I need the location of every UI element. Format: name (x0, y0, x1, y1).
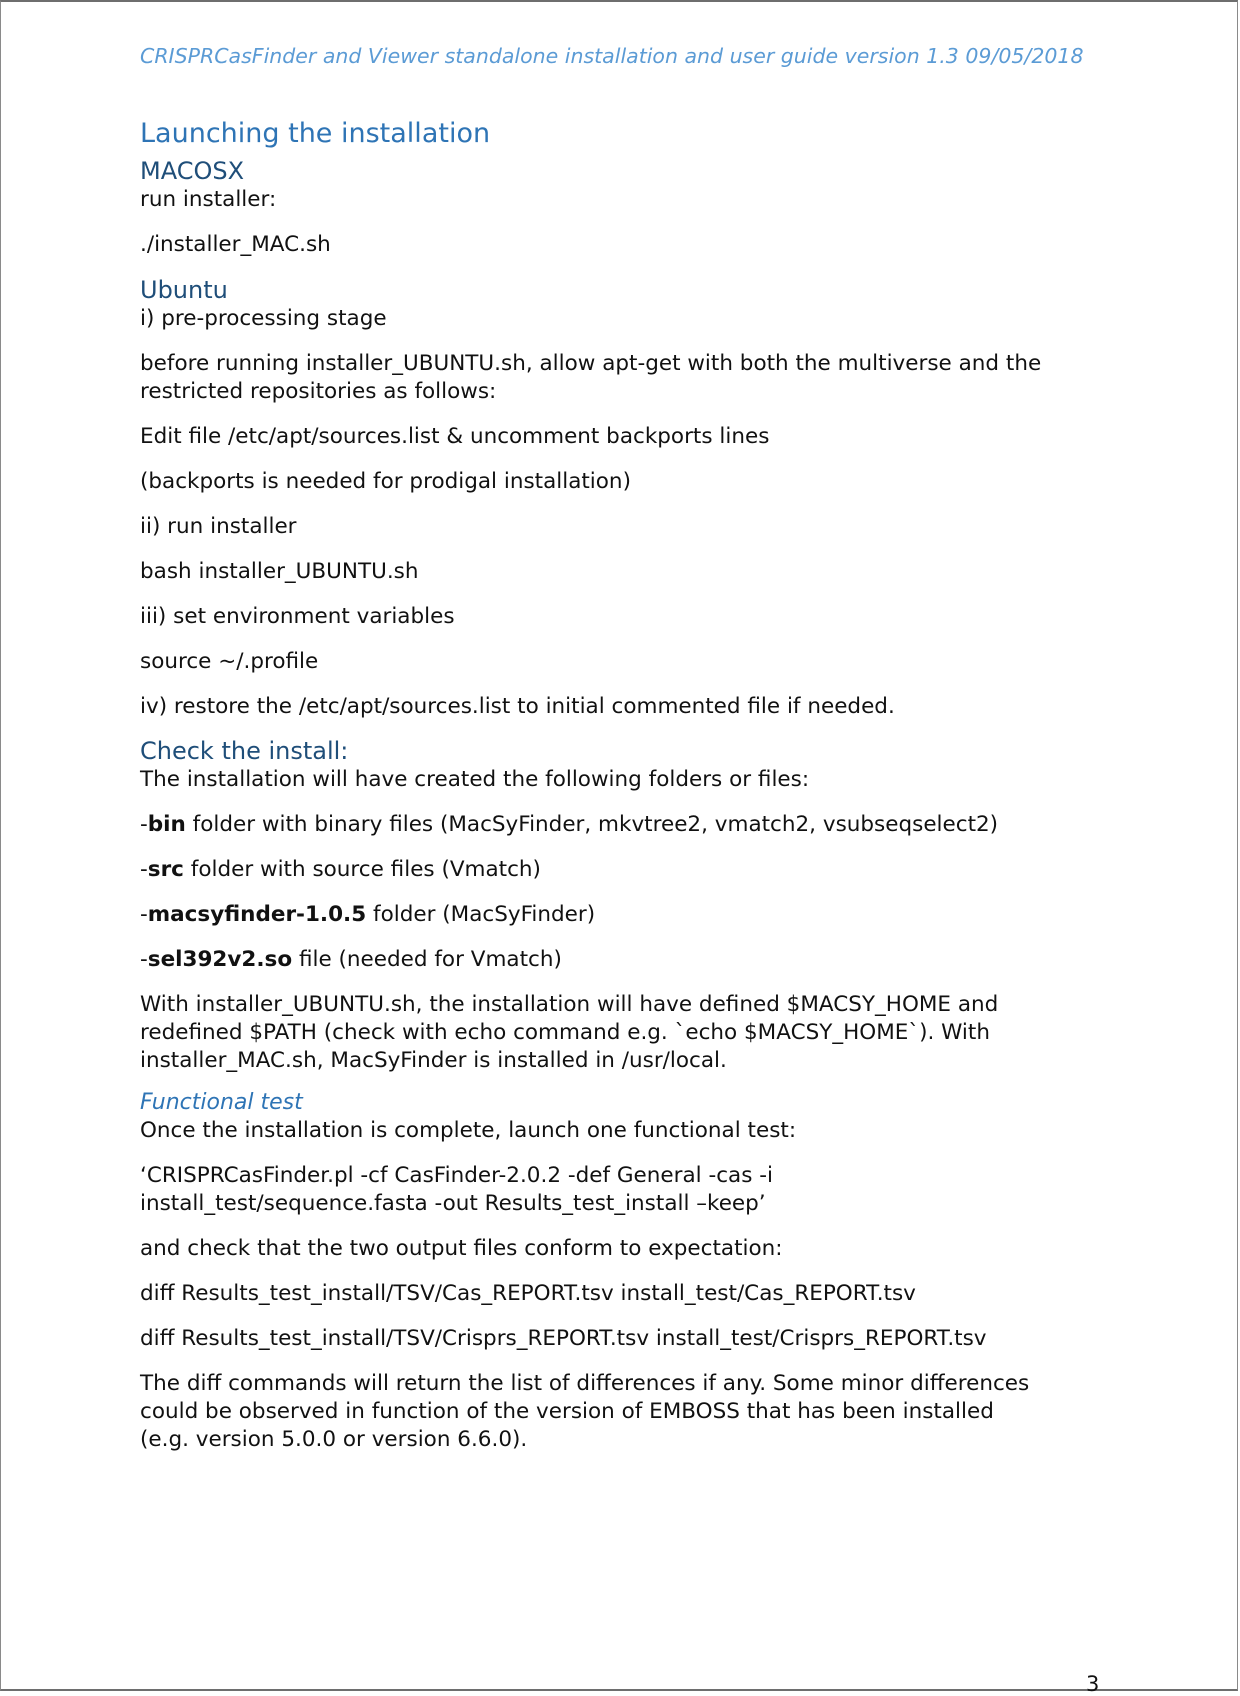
subsection-heading-macosx: MACOSX (140, 157, 245, 185)
check-install-intro: The installation will have created the following folders or files: (140, 767, 810, 792)
ubuntu-backports-note: (backports is needed for prodigal installation) (140, 469, 631, 494)
list-item-prefix: - (140, 947, 148, 972)
functional-test-check-text: and check that the two output files conform to expectation: (140, 1236, 783, 1261)
ubuntu-preprocessing-paragraph: before running installer_UBUNTU.sh, allow apt-get with both the multiverse and the restricted repositories as follows: (140, 351, 1042, 404)
final-paragraph-line: could be observed in function of the version of EMBOSS that has been installed (140, 1399, 994, 1424)
list-item-text: folder (MacSyFinder) (366, 902, 596, 927)
list-item (140, 811, 1115, 839)
list-item (140, 901, 1115, 929)
subsection-heading-ubuntu: Ubuntu (140, 276, 228, 304)
list-item-prefix: - (140, 812, 148, 837)
page-number: 3 (1086, 1672, 1100, 1696)
diff-command-cas: diff Results_test_install/TSV/Cas_REPORT.tsv install_test/Cas_REPORT.tsv (140, 1281, 916, 1306)
list-item-text: file (needed for Vmatch) (292, 947, 562, 972)
list-item-bold: macsyfinder-1.0.5 (147, 902, 367, 927)
final-paragraph-line: The diff commands will return the list of differences if any. Some minor differences (140, 1371, 1030, 1396)
list-item-prefix: - (140, 902, 148, 927)
list-item-bold: bin (147, 812, 186, 837)
list-item (140, 856, 1115, 884)
macosx-run-installer: run installer: (140, 187, 277, 212)
running-header: CRISPRCasFinder and Viewer standalone installation and user guide version 1.3 09/05/2018 (140, 44, 1084, 68)
ubuntu-step-preprocessing: i) pre-processing stage (140, 306, 387, 331)
final-paragraph-line: (e.g. version 5.0.0 or version 6.6.0). (140, 1427, 528, 1452)
functional-test-intro: Once the installation is complete, launch one functional test: (140, 1118, 797, 1143)
list-item-text: folder with binary files (MacSyFinder, mkvtree2, vmatch2, vsubseqselect2) (185, 812, 999, 837)
list-item-bold: src (147, 857, 184, 882)
ubuntu-installer-command: bash installer_UBUNTU.sh (140, 559, 419, 584)
list-item-bold: sel392v2.so (147, 947, 293, 972)
ubuntu-source-profile: source ~/.profile (140, 649, 319, 674)
ubuntu-edit-sources: Edit file /etc/apt/sources.list & uncomment backports lines (140, 424, 770, 449)
functional-test-command-line: ‘CRISPRCasFinder.pl -cf CasFinder-2.0.2 -def General -cas -i (140, 1163, 773, 1188)
list-item-text: folder with source files (Vmatch) (183, 857, 541, 882)
ubuntu-step-restore: iv) restore the /etc/apt/sources.list to initial commented file if needed. (140, 694, 895, 719)
section-title-launching: Launching the installation (140, 118, 491, 149)
env-paragraph-line: installer_MAC.sh, MacSyFinder is installed in /usr/local. (140, 1048, 727, 1073)
list-item-prefix: - (140, 857, 148, 882)
list-item (140, 946, 1115, 974)
section-heading-check-install: Check the install: (140, 737, 349, 765)
ubuntu-step-run-installer: ii) run installer (140, 514, 297, 539)
env-paragraph-line: redefined $PATH (check with echo command e.g. `echo $MACSY_HOME`). With (140, 1020, 990, 1045)
ubuntu-step-env-vars: iii) set environment variables (140, 604, 455, 629)
functional-test-command-line: install_test/sequence.fasta -out Results_test_install –keep’ (140, 1191, 766, 1216)
diff-command-crisprs: diff Results_test_install/TSV/Crisprs_REPORT.tsv install_test/Crisprs_REPORT.tsv (140, 1326, 987, 1351)
macosx-installer-command: ./installer_MAC.sh (140, 232, 331, 257)
env-paragraph-line: With installer_UBUNTU.sh, the installation will have defined $MACSY_HOME and (140, 992, 999, 1017)
subsection-heading-functional-test: Functional test (140, 1090, 303, 1115)
